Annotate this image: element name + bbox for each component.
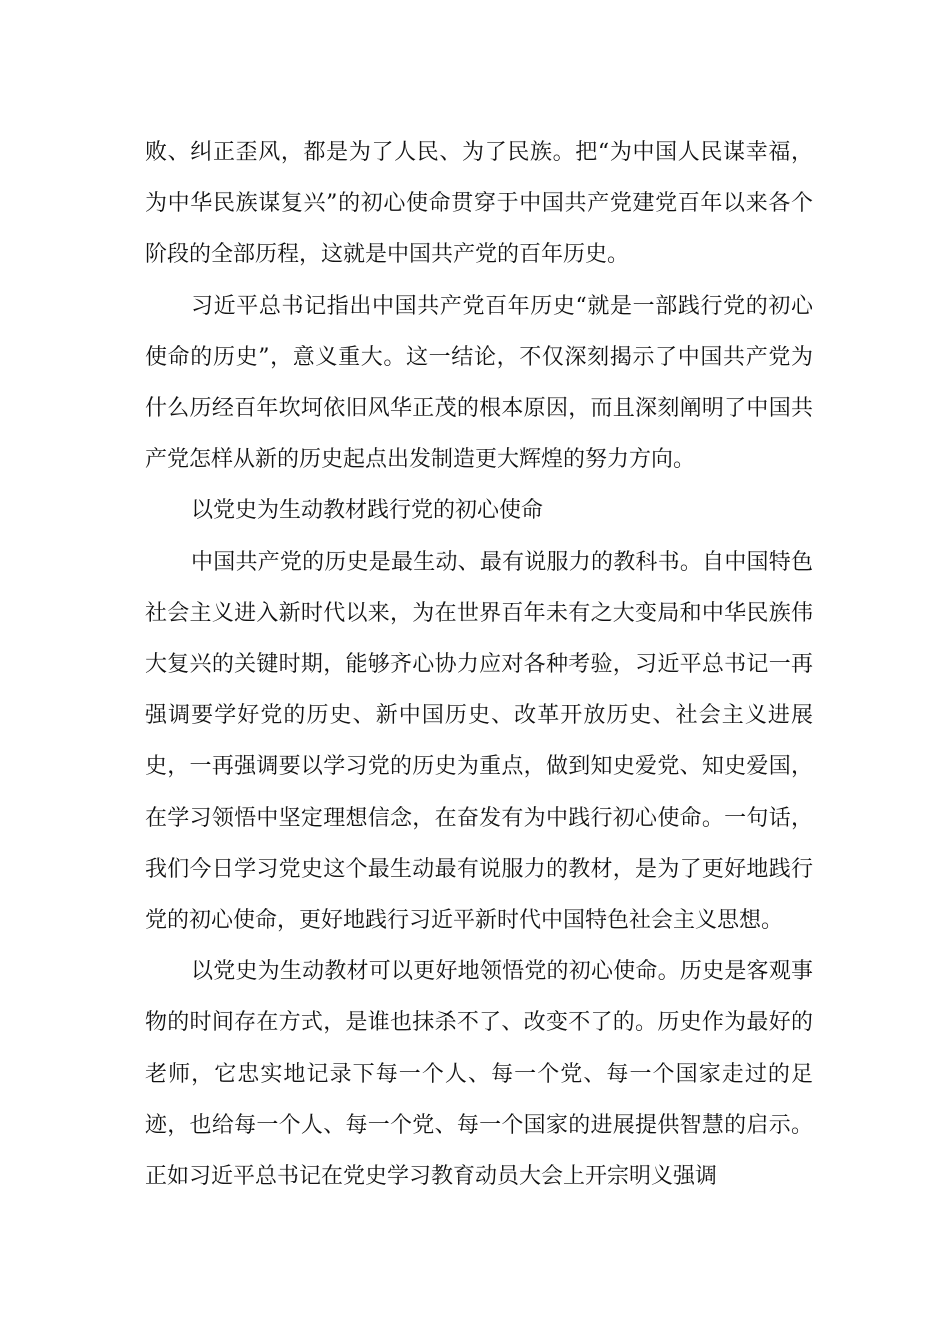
section-heading: 以党史为生动教材践行党的初心使命 [191, 498, 544, 524]
paragraph: 中国共产党的历史是最生动、最有说服力的教科书。自中国特色社会主义进入新时代以来，为在世界百年未有之大变局和中华民族伟大复兴的关键时期，能够齐心协力应对各种考验，习近平总书记一再强调要学好党的历史、新中国历史、改革开放历史、社会主义进展史，一再强调要以学习党的历史为重点，做到知史爱党、知史爱国，在学习领悟中坚定理想信念，在奋发有为中践行初心使命。一句话，我们今日学习党史这个最生动最有说服力的教材，是为了更好地践行党的初心使命，更好地践行习近平新时代中国特色社会主义思想。 [145, 549, 813, 934]
document-body [145, 127, 813, 1202]
paragraph-continued: 败、纠正歪风，都是为了人民、为了民族。把“为中国人民谋幸福，为中华民族谋复兴”的初心使命贯穿于中国共产党建党百年以来各个阶段的全部历程，这就是中国共产党的百年历史。 [145, 140, 813, 268]
paragraph: 以党史为生动教材可以更好地领悟党的初心使命。历史是客观事物的时间存在方式，是谁也抹杀不了、改变不了的。历史作为最好的老师，它忠实地记录下每一个人、每一个党、每一个国家走过的足迹，也给每一个人、每一个党、每一个国家的进展提供智慧的启示。正如习近平总书记在党史学习教育动员大会上开宗明义强调 [145, 959, 813, 1190]
paragraph: 习近平总书记指出中国共产党百年历史“就是一部践行党的初心使命的历史”，意义重大。这一结论，不仅深刻揭示了中国共产党为什么历经百年坎坷依旧风华正茂的根本原因，而且深刻阐明了中国共产党怎样从新的历史起点出发制造更大辉煌的努力方向。 [145, 293, 813, 473]
